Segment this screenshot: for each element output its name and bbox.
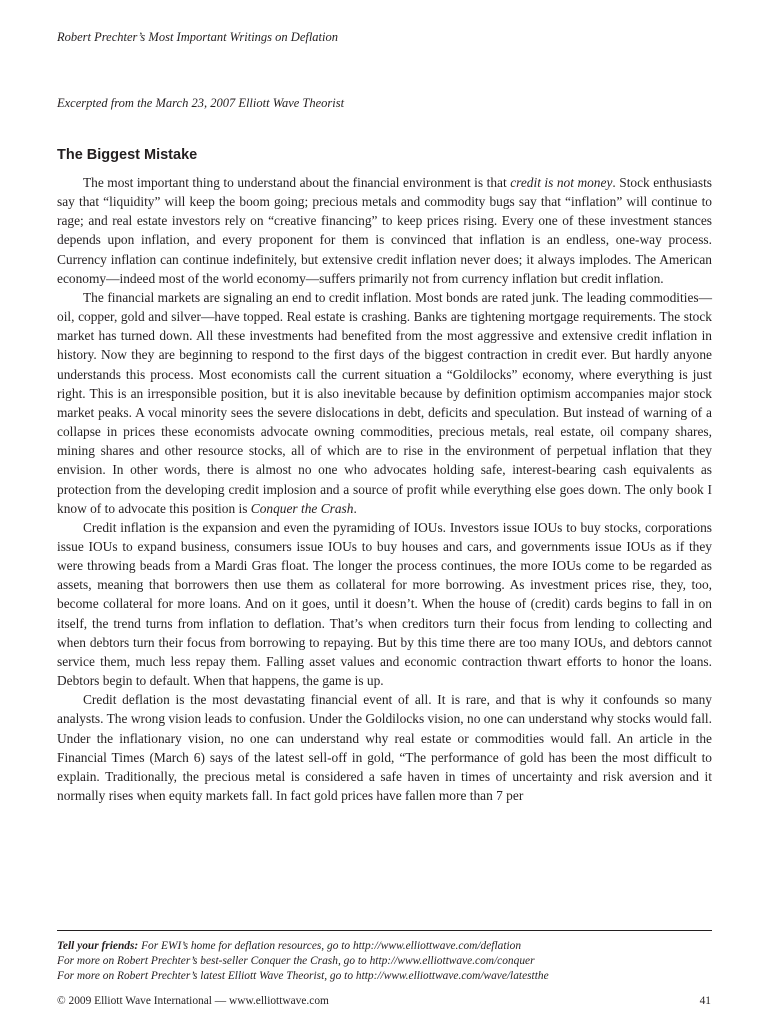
tell-friends-label: Tell your friends: [57, 940, 139, 952]
paragraph-1-text-b: . Stock enthusiasts say that “liquidity” will keep the boom going; precious metals and commodity bugs say that “inflation” will continue to rage; and real estate investors rely on “creative financing” to keep prices rising. Every one of these investment stances depends upon inflation, and every proponent for them is convinced that inflation is an endless, one-way process. Currency inflation can continue indefinitely, but extensive credit inflation never does; it always implodes. The American economy—indeed most of the world economy—suffers primarily not from currency inflation but credit inflation. [57, 175, 713, 286]
paragraph-4: Credit deflation is the most devastating financial event of all. It is rare, and that is why it confounds so many analysts. The wrong vision leads to confusion. Under the Goldilocks vision, no one can understand why stocks would fall. Under the inflationary vision, no one can understand why real estate or commodities would fall. An article in the Financial Times (March 6) says of the latest sell-off in gold, “The performance of gold has been the most difficult to explain. Traditionally, the precious metal is considered a safe haven in times of uncertainty and risk aversion and it normally rises when equity markets fall. In fact gold prices have fallen more than 7 per [57, 692, 712, 803]
paragraph-1 [57, 173, 712, 288]
paragraph-2-book-title: Conquer the Crash [250, 500, 354, 516]
conquer-the-crash-link[interactable]: For more on Robert Prechter’s best-seller Conquer the Crash, go to http://www.elliottwave.com/conquer [57, 955, 535, 967]
copyright-notice: © 2009 Elliott Wave International — www.elliottwave.com [57, 995, 329, 1007]
footer-line-3 [57, 969, 712, 984]
article-body [57, 173, 712, 805]
paragraph-1-emphasis: credit is not money [510, 175, 613, 190]
running-header: Robert Prechter’s Most Important Writings on Deflation [57, 30, 339, 44]
paragraph-2-text-b: . [353, 500, 357, 516]
paragraph-2-text-a: The financial markets are signaling an end to credit inflation. Most bonds are rated junk. The leading commodities—oil, copper, gold and silver—have topped. Real estate is crashing. Banks are tightening mortgage requirements. The stock market has turned down. All these investments had benefited from the most aggressive and extensive credit inflation in history. Now they are beginning to respond to the first days of the biggest contraction in credit ever. But hardly anyone understands this process. Most economists call the current situation a “Goldilocks” economy, where everything is just right. This is an irresponsible position, but it is also inevitable because by definition optimism accompanies major stock market peaks. A vocal minority sees the severe dislocations in debt, deficits and speculation. But instead of warning of a collapse in prices these economists advocate owning commodities, precious metals, real estate, oil company shares, mining shares and other resource stocks, all of which are to rise in the environment of perpetual inflation that they envision. In other words, there is almost no one who advocates holding safe, interest-bearing cash equivalents as protection from the developing credit implosion and a source of profit while everything else goes down. The only book I know of to advocate this position is [57, 289, 712, 516]
latest-theorist-link[interactable]: For more on Robert Prechter’s latest Elliott Wave Theorist, go to http://www.elliottwave.com/wave/latestthe [57, 970, 549, 982]
paragraph-2 [57, 288, 712, 518]
deflation-resources-link[interactable]: For EWI’s home for deflation resources, go to http://www.elliottwave.com/deflation [141, 940, 522, 952]
excerpt-source-note: Excerpted from the March 23, 2007 Elliott Wave Theorist [57, 96, 345, 110]
footer-divider [57, 930, 712, 931]
footer-line-2 [57, 954, 712, 969]
footer-line-1 [57, 939, 712, 954]
paragraph-3: Credit inflation is the expansion and even the pyramiding of IOUs. Investors issue IOUs to buy stocks, corporations issue IOUs to expand business, consumers issue IOUs to buy houses and cars, and governments issue IOUs as if they were throwing beads from a Mardi Gras float. The longer the process continues, the more IOUs come to be regarded as assets, meaning that borrowers then use them as collateral for more borrowing. As investment prices rise, they, too, become collateral for more loans. And on it goes, until it doesn’t. When the house of (credit) cards begins to fall in on itself, the trend turns from inflation to deflation. That’s when creditors turn their focus from lending to collecting and when debtors turn their focus from borrowing to repaying. But by this time there are too many IOUs, and debtors cannot service them, much less repay them. Falling asset values and economic contraction thwart efforts to honor the loans. Debtors begin to default. When that happens, the game is up. [57, 519, 712, 689]
page-number: 41 [699, 995, 711, 1007]
section-title: The Biggest Mistake [57, 147, 198, 163]
paragraph-1-text-a: The most important thing to understand about the financial environment is that [83, 175, 511, 190]
footer-links [57, 939, 712, 984]
